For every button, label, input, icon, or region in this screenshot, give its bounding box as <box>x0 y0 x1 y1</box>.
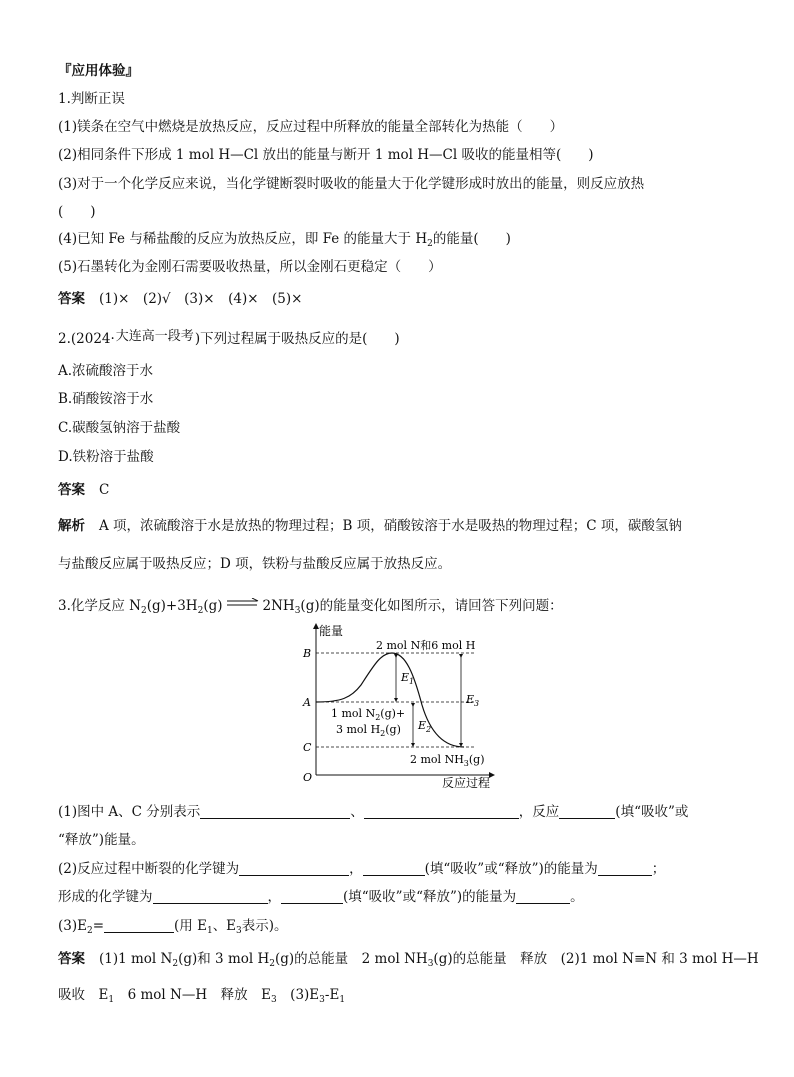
product-label: 2 mol $NH_3(g)$ <box>410 753 485 768</box>
blank <box>516 889 570 904</box>
q1-item-3-bracket: ( ) <box>58 204 96 220</box>
q2-option-a: A.浓硫酸溶于水 <box>58 363 154 379</box>
level-c-label: C <box>303 741 312 754</box>
analysis-label: 解析 <box>58 518 85 534</box>
blank <box>559 804 615 819</box>
level-b-label: B <box>303 647 312 660</box>
q3-answer-1: 答案 (1)1 mol $N_2(g)$和 3 mol $H_2(g)$的总能量 2 mol $NH_3(g)$的总能量 释放 (2)1 mol N≡N 和 3 mol H—H <box>58 951 759 969</box>
e3-label: $E_3$ <box>466 693 480 708</box>
blank <box>200 804 350 819</box>
q1-item-2: (2)相同条件下形成 1 mol H—Cl 放出的能量与断开 1 mol H—Cl 吸收的能量相等( ) <box>58 147 594 163</box>
blank <box>239 861 349 876</box>
q2-source: 大连高一段考 <box>115 329 194 344</box>
blank <box>364 804 519 819</box>
q3-part-2-cont: 形成的化学键为 ， (填“吸收”或“释放”)的能量为 。 <box>58 889 584 905</box>
equilibrium-arrow-icon <box>226 598 260 608</box>
section-title: 『应用体验』 <box>58 63 139 79</box>
blank <box>363 861 425 876</box>
q2-option-b: B.硝酸铵溶于水 <box>58 391 154 407</box>
q1-item-5: (5)石墨转化为金刚石需要吸收热量，所以金刚石更稳定（ ） <box>58 259 442 275</box>
answer-label: 答案 <box>58 291 85 307</box>
q3-part-2: (2)反应过程中断裂的化学键为 ， (填“吸收”或“释放”)的能量为 ； <box>58 861 666 877</box>
blank <box>153 889 268 904</box>
y-axis-label: 能量 <box>319 624 344 638</box>
q2-stem: 2.(2024·大连高一段考)下列过程属于吸热反应的是( ) <box>58 329 400 347</box>
q2-analysis-2: 与盐酸反应属于吸热反应；D 项，铁粉与盐酸反应属于放热反应。 <box>58 556 452 572</box>
q3-part-3: $(3)E_2=$ (用 $E_1$、$E_3$表示)。 <box>58 918 288 936</box>
level-a-label: A <box>303 696 311 709</box>
q3-answer-2: 吸收 $E_1$ 6 mol N—H 释放 $E_3$ $(3)E_3-E_1$ <box>58 987 346 1005</box>
q3-stem: 3.化学反应 $N_2(g)+3H_2(g)$ $2NH_3(g)$的能量变化如图所示，请回答下列问题： <box>58 598 563 616</box>
reactant-line-2: 3 mol $H_2(g)$ <box>336 723 401 738</box>
answer-label: 答案 <box>58 482 85 498</box>
top-state-label: 2 mol N和6 mol H <box>376 639 476 652</box>
e2-label: $E_2$ <box>418 719 432 734</box>
q3-part-1: (1)图中 A、C 分别表示 、 ，反应 (填“吸收”或 <box>58 804 689 820</box>
energy-diagram <box>296 620 506 788</box>
q1-title: 1.判断正误 <box>58 91 125 107</box>
q1-item-1: (1)镁条在空气中燃烧是放热反应，反应过程中所释放的能量全部转化为热能（ ） <box>58 119 564 135</box>
q3-part-1-cont: “释放”)能量。 <box>58 832 145 848</box>
origin-label: O <box>303 771 313 784</box>
q2-option-c: C.碳酸氢钠溶于盐酸 <box>58 420 181 436</box>
x-axis-label: 反应过程 <box>442 776 491 788</box>
blank <box>598 861 652 876</box>
e1-label: $E_1$ <box>401 671 415 686</box>
q2-option-d: D.铁粉溶于盐酸 <box>58 449 154 465</box>
answer-label: 答案 <box>58 951 85 967</box>
reactant-line-1: 1 mol $N_2(g)+$ <box>331 707 406 722</box>
q2-answer: 答案 C <box>58 482 110 498</box>
q1-answer: 答案 (1)× (2)√ (3)× (4)× (5)× <box>58 291 303 307</box>
blank <box>104 918 174 933</box>
q2-analysis-1: 解析 A 项，浓硫酸溶于水是放热的物理过程；B 项，硝酸铵溶于水是吸热的物理过程；C 项，碳酸氢钠 <box>58 518 682 534</box>
q1-item-3: (3)对于一个化学反应来说，当化学键断裂时吸收的能量大于化学键形成时放出的能量，则反应放热 <box>58 176 645 192</box>
blank <box>281 889 343 904</box>
q1-item-4: (4)已知 Fe 与稀盐酸的反应为放热反应，即 Fe 的能量大于 $H_2$的能量( ) <box>58 231 511 249</box>
